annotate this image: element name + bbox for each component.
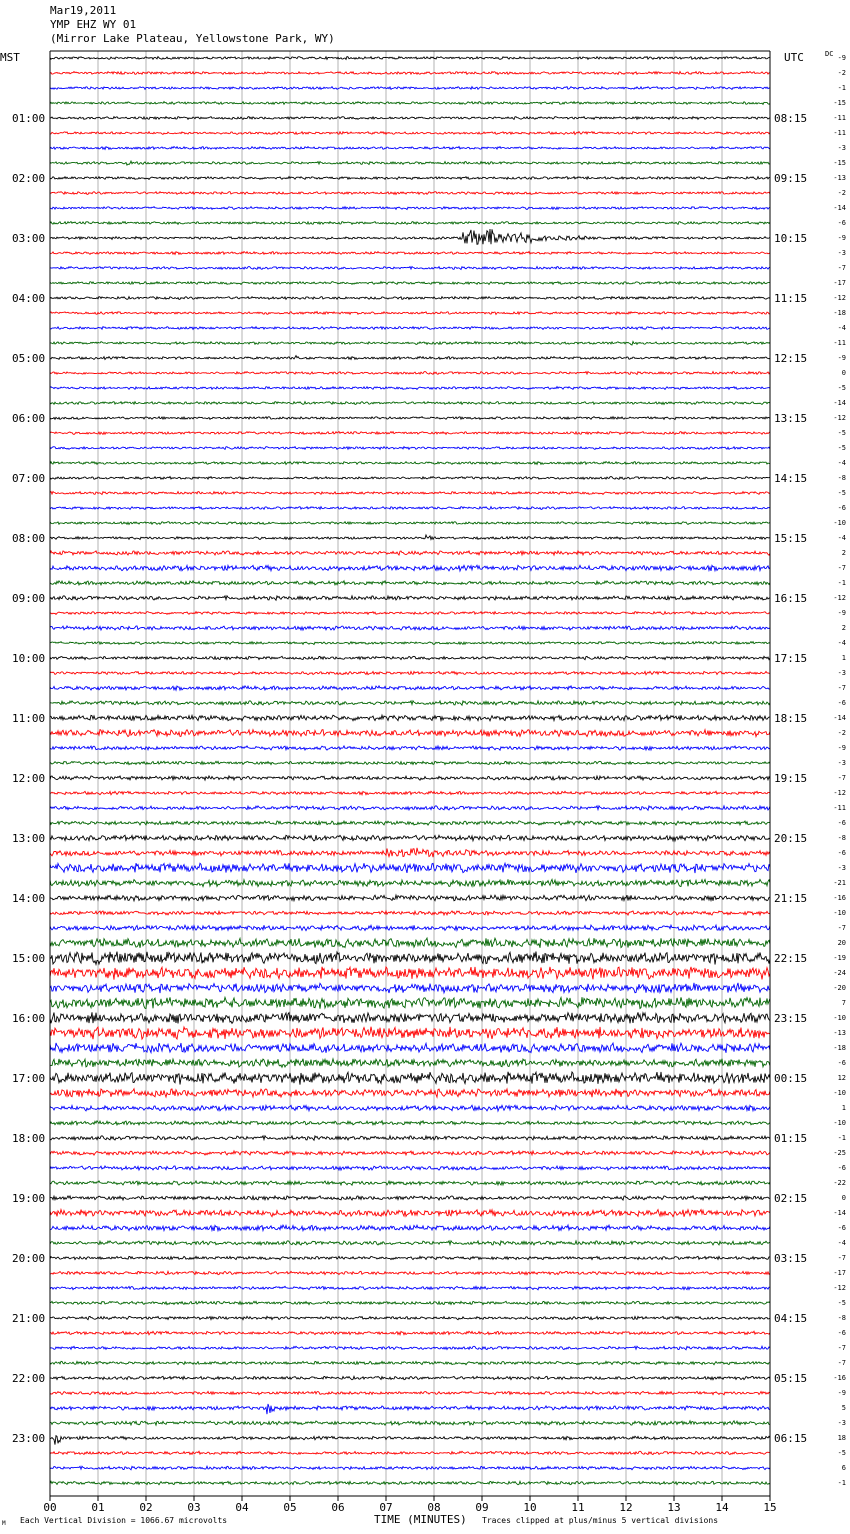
dc-offset-value: -8 [837, 834, 846, 842]
seismic-trace [50, 1089, 770, 1097]
dc-offset-value: -9 [837, 354, 846, 362]
left-hour-label: 19:00 [12, 1192, 46, 1205]
dc-offset-value: -1 [837, 579, 846, 587]
seismic-trace [50, 642, 770, 645]
dc-offset-value: -15 [833, 99, 846, 107]
dc-offset-value: 20 [837, 939, 846, 947]
right-hour-label: 05:15 [774, 1372, 808, 1385]
dc-offset-value: -6 [837, 849, 846, 857]
dc-offset-value: -14 [833, 204, 846, 212]
seismic-trace [50, 1391, 770, 1394]
right-hour-label: 14:15 [774, 472, 808, 485]
left-hour-label: 10:00 [12, 652, 46, 665]
seismic-trace [50, 1181, 770, 1185]
left-hour-label: 07:00 [12, 472, 46, 485]
dc-offset-value: -9 [837, 744, 846, 752]
seismic-trace [50, 57, 770, 60]
dc-offset-value: -6 [837, 1164, 846, 1172]
seismic-trace [50, 565, 770, 571]
seismic-trace [50, 522, 770, 525]
left-hour-label: 16:00 [12, 1012, 46, 1025]
dc-offset-value: 2 [841, 624, 846, 632]
dc-offset-value: -22 [833, 1179, 846, 1187]
seismic-trace [50, 612, 770, 615]
dc-offset-value: -1 [837, 1134, 846, 1142]
left-hour-label: 15:00 [12, 952, 46, 965]
seismic-trace [50, 715, 770, 721]
seismic-trace [50, 297, 770, 300]
dc-offset-value: -3 [837, 864, 846, 872]
x-tick-label: 06 [331, 1501, 345, 1514]
left-hour-label: 11:00 [12, 712, 46, 725]
seismic-trace [50, 1043, 770, 1053]
dc-offset-value: -10 [833, 909, 846, 917]
seismic-trace [50, 1466, 770, 1470]
x-tick-label: 15 [763, 1501, 777, 1514]
dc-offset-value: -2 [837, 69, 846, 77]
seismic-trace [50, 1210, 770, 1217]
dc-offset-value: -19 [833, 954, 846, 962]
dc-offset-value: -10 [833, 519, 846, 527]
seismic-trace [50, 938, 770, 948]
seismic-trace [50, 1027, 770, 1039]
seismic-trace [50, 72, 770, 75]
dc-offset-value: -7 [837, 924, 846, 932]
dc-offset-value: -9 [837, 54, 846, 62]
seismic-trace [50, 477, 770, 480]
x-tick-label: 00 [43, 1501, 57, 1514]
seismic-trace [50, 776, 770, 780]
seismic-trace [50, 312, 770, 315]
dc-offset-value: 1 [841, 1104, 846, 1112]
dc-offset-value: -4 [837, 1239, 846, 1247]
seismic-trace [50, 1346, 770, 1350]
seismic-trace [50, 730, 770, 737]
seismic-trace [50, 447, 770, 450]
dc-offset-value: -20 [833, 984, 846, 992]
right-hour-label: 11:15 [774, 292, 808, 305]
seismic-trace [50, 535, 770, 540]
left-hour-label: 01:00 [12, 112, 46, 125]
dc-offset-value: -21 [833, 879, 846, 887]
dc-offset-value: -15 [833, 159, 846, 167]
seismic-trace [50, 1151, 770, 1155]
dc-offset-value: 7 [841, 999, 846, 1007]
x-tick-label: 08 [427, 1501, 441, 1514]
x-tick-label: 07 [379, 1501, 393, 1514]
seismic-trace [50, 1404, 770, 1414]
seismic-trace [50, 1436, 770, 1445]
right-hour-label: 10:15 [774, 232, 808, 245]
dc-offset-value: -1 [837, 1479, 846, 1487]
seismic-trace [50, 402, 770, 405]
dc-offset-value: -18 [833, 1044, 846, 1052]
dc-offset-value: -10 [833, 1014, 846, 1022]
dc-offset-value: -3 [837, 1419, 846, 1427]
dc-offset-value: 0 [841, 1194, 846, 1202]
seismic-trace [50, 327, 770, 330]
seismic-trace [50, 551, 770, 555]
seismic-trace [50, 821, 770, 825]
left-hour-label: 12:00 [12, 772, 46, 785]
footer-scale-note: Each Vertical Division = 1066.67 microvolts [20, 1516, 228, 1525]
dc-offset-value: -3 [837, 759, 846, 767]
seismic-trace [50, 1012, 770, 1023]
seismic-trace [50, 147, 770, 150]
dc-offset-value: -16 [833, 894, 846, 902]
dc-offset-value: -7 [837, 684, 846, 692]
seismic-trace [50, 417, 770, 420]
seismic-trace [50, 1105, 770, 1111]
dc-offset-value: -3 [837, 669, 846, 677]
seismic-trace [50, 895, 770, 901]
right-hour-label: 13:15 [774, 412, 808, 425]
left-hour-label: 04:00 [12, 292, 46, 305]
x-axis-title: TIME (MINUTES) [374, 1513, 467, 1526]
seismic-trace [50, 671, 770, 674]
seismic-trace [50, 835, 770, 841]
dc-offset-value: -6 [837, 219, 846, 227]
seismic-trace [50, 356, 770, 360]
dc-offset-value: -25 [833, 1149, 846, 1157]
x-tick-label: 05 [283, 1501, 297, 1514]
dc-offset-value: -2 [837, 729, 846, 737]
right-timezone-label: UTC [784, 51, 804, 64]
right-hour-label: 17:15 [774, 652, 808, 665]
dc-offset-value: 6 [841, 1464, 846, 1472]
footer-clip-note: Traces clipped at plus/minus 5 vertical divisions [482, 1516, 719, 1525]
x-tick-label: 02 [139, 1501, 153, 1514]
left-hour-label: 23:00 [12, 1432, 46, 1445]
dc-offset-value: -3 [837, 249, 846, 257]
seismic-trace [50, 1271, 770, 1274]
seismic-trace [50, 1166, 770, 1170]
left-hour-label: 02:00 [12, 172, 46, 185]
seismic-trace [50, 87, 770, 90]
seismic-trace [50, 1316, 770, 1319]
seismic-trace [50, 1225, 770, 1231]
seismic-trace [50, 581, 770, 585]
x-tick-label: 04 [235, 1501, 249, 1514]
right-hour-label: 03:15 [774, 1252, 808, 1265]
dc-offset-value: 0 [841, 369, 846, 377]
seismic-trace [50, 161, 770, 165]
seismic-trace [50, 177, 770, 180]
seismic-trace [50, 229, 770, 244]
right-hour-label: 23:15 [774, 1012, 808, 1025]
dc-offset-value: -2 [837, 189, 846, 197]
dc-offset-value: -10 [833, 1089, 846, 1097]
dc-offset-value: -6 [837, 699, 846, 707]
seismic-trace [50, 997, 770, 1008]
right-hour-label: 04:15 [774, 1312, 808, 1325]
left-hour-label: 17:00 [12, 1072, 46, 1085]
dc-offset-value: -4 [837, 459, 846, 467]
seismic-trace [50, 1059, 770, 1068]
right-hour-label: 18:15 [774, 712, 808, 725]
seismic-trace [50, 656, 770, 659]
dc-offset-value: 12 [837, 1074, 846, 1082]
dc-offset-value: -1 [837, 84, 846, 92]
dc-offset-value: 5 [841, 1404, 846, 1412]
dc-offset-value: -12 [833, 1284, 846, 1292]
dc-offset-value: -7 [837, 264, 846, 272]
right-hour-label: 19:15 [774, 772, 808, 785]
x-tick-label: 10 [523, 1501, 537, 1514]
x-tick-label: 09 [475, 1501, 489, 1514]
seismic-trace [50, 806, 770, 810]
seismic-trace [50, 596, 770, 600]
left-hour-label: 08:00 [12, 532, 46, 545]
seismic-trace [50, 1136, 770, 1140]
dc-offset-value: -5 [837, 429, 846, 437]
left-timezone-label: MST [0, 51, 20, 64]
footer-mark: M [2, 1520, 6, 1527]
seismic-trace [50, 1451, 770, 1454]
seismic-trace [50, 372, 770, 375]
seismic-trace [50, 507, 770, 510]
dc-offset-value: -24 [833, 969, 846, 977]
seismic-trace [50, 952, 770, 965]
dc-offset-value: -9 [837, 609, 846, 617]
left-hour-label: 22:00 [12, 1372, 46, 1385]
dc-offset-value: -17 [833, 1269, 846, 1277]
dc-offset-value: -9 [837, 1389, 846, 1397]
seismic-trace [50, 791, 770, 795]
seismic-trace [50, 1256, 770, 1259]
seismic-trace [50, 492, 770, 495]
dc-offset-value: -7 [837, 1254, 846, 1262]
left-hour-label: 03:00 [12, 232, 46, 245]
left-hour-label: 06:00 [12, 412, 46, 425]
right-hour-label: 12:15 [774, 352, 808, 365]
dc-offset-value: -8 [837, 1314, 846, 1322]
dc-offset-value: -11 [833, 114, 846, 122]
seismic-trace [50, 983, 770, 993]
seismic-trace [50, 102, 770, 105]
dc-offset-value: -12 [833, 789, 846, 797]
seismic-trace [50, 746, 770, 750]
right-hour-label: 00:15 [774, 1072, 808, 1085]
seismic-trace [50, 1121, 770, 1125]
left-hour-label: 18:00 [12, 1132, 46, 1145]
dc-offset-value: -9 [837, 234, 846, 242]
seismic-trace [50, 462, 770, 465]
seismic-trace [50, 925, 770, 931]
seismic-trace [50, 252, 770, 255]
station-code: YMP EHZ WY 01 [50, 18, 137, 31]
x-tick-label: 13 [667, 1501, 681, 1514]
seismic-trace [50, 192, 770, 195]
seismic-trace [50, 207, 770, 210]
right-hour-label: 09:15 [774, 172, 808, 185]
dc-offset-value: -6 [837, 1059, 846, 1067]
dc-offset-value: 1 [841, 654, 846, 662]
right-hour-label: 06:15 [774, 1432, 808, 1445]
right-hour-label: 02:15 [774, 1192, 808, 1205]
dc-offset-value: -17 [833, 279, 846, 287]
seismic-trace [50, 117, 770, 120]
seismic-trace [50, 267, 770, 270]
seismic-trace [50, 967, 770, 980]
dc-offset-value: -7 [837, 1359, 846, 1367]
seismic-trace [50, 1072, 770, 1085]
dc-offset-value: -6 [837, 504, 846, 512]
dc-offset-value: -5 [837, 444, 846, 452]
seismic-trace [50, 848, 770, 857]
right-hour-label: 16:15 [774, 592, 808, 605]
dc-offset-value: 2 [841, 549, 846, 557]
x-tick-label: 03 [187, 1501, 201, 1514]
seismic-trace [50, 132, 770, 135]
axis-labels [0, 50, 846, 1527]
right-hour-label: 20:15 [774, 832, 808, 845]
dc-offset-value: -5 [837, 1299, 846, 1307]
x-tick-label: 12 [619, 1501, 633, 1514]
station-location: (Mirror Lake Plateau, Yellowstone Park, WY) [50, 32, 335, 45]
dc-offset-value: -14 [833, 714, 846, 722]
dc-offset-value: -10 [833, 1119, 846, 1127]
dc-offset-value: -8 [837, 474, 846, 482]
seismic-trace [50, 1301, 770, 1304]
dc-offset-value: -12 [833, 294, 846, 302]
seismic-trace [50, 1361, 770, 1364]
dc-offset-value: -14 [833, 399, 846, 407]
x-tick-label: 01 [91, 1501, 105, 1514]
dc-offset-value: -6 [837, 1329, 846, 1337]
seismic-trace [50, 761, 770, 764]
dc-offset-value: -6 [837, 819, 846, 827]
seismic-trace [50, 432, 770, 435]
dc-offset-value: -4 [837, 534, 846, 542]
dc-offset-value: -11 [833, 804, 846, 812]
dc-offset-value: -14 [833, 1209, 846, 1217]
seismic-trace [50, 701, 770, 705]
seismic-trace [50, 1481, 770, 1484]
dc-offset-value: -16 [833, 1374, 846, 1382]
seismic-trace [50, 341, 770, 345]
dc-offset-value: -4 [837, 639, 846, 647]
right-hour-label: 01:15 [774, 1132, 808, 1145]
dc-offset-value: -12 [833, 414, 846, 422]
dc-offset-value: -3 [837, 144, 846, 152]
seismic-trace [50, 879, 770, 886]
left-hour-label: 05:00 [12, 352, 46, 365]
right-hour-label: 21:15 [774, 892, 808, 905]
seismic-trace [50, 686, 770, 690]
dc-offset-header: DC [825, 50, 834, 58]
dc-offset-value: -13 [833, 174, 846, 182]
dc-offset-value: -5 [837, 1449, 846, 1457]
dc-offset-value: -11 [833, 339, 846, 347]
seismic-trace [50, 282, 770, 285]
seismic-trace [50, 863, 770, 873]
seismic-trace [50, 911, 770, 915]
left-hour-label: 20:00 [12, 1252, 46, 1265]
right-hour-label: 22:15 [774, 952, 808, 965]
left-hour-label: 09:00 [12, 592, 46, 605]
right-hour-label: 08:15 [774, 112, 808, 125]
dc-offset-value: -5 [837, 384, 846, 392]
dc-offset-value: -12 [833, 594, 846, 602]
left-hour-label: 21:00 [12, 1312, 46, 1325]
seismic-trace [50, 1286, 770, 1289]
seismic-trace [50, 1331, 770, 1335]
dc-offset-value: -6 [837, 1224, 846, 1232]
left-hour-label: 14:00 [12, 892, 46, 905]
left-hour-label: 13:00 [12, 832, 46, 845]
seismic-trace [50, 222, 770, 225]
seismic-traces [50, 57, 770, 1485]
dc-offset-value: -13 [833, 1029, 846, 1037]
dc-offset-value: -5 [837, 489, 846, 497]
x-tick-label: 14 [715, 1501, 729, 1514]
dc-offset-value: -7 [837, 564, 846, 572]
chart-date: Mar19,2011 [50, 4, 117, 17]
dc-offset-value: -18 [833, 309, 846, 317]
seismic-trace [50, 1241, 770, 1245]
seismic-trace [50, 387, 770, 390]
x-tick-label: 11 [571, 1501, 585, 1514]
right-hour-label: 15:15 [774, 532, 808, 545]
dc-offset-value: -7 [837, 774, 846, 782]
seismic-trace [50, 1196, 770, 1200]
dc-offset-value: -11 [833, 129, 846, 137]
dc-offset-value: 18 [837, 1434, 846, 1442]
dc-offset-value: -4 [837, 324, 846, 332]
seismic-trace [50, 1376, 770, 1379]
dc-offset-value: -7 [837, 1344, 846, 1352]
seismic-trace [50, 1421, 770, 1425]
seismic-trace [50, 626, 770, 630]
